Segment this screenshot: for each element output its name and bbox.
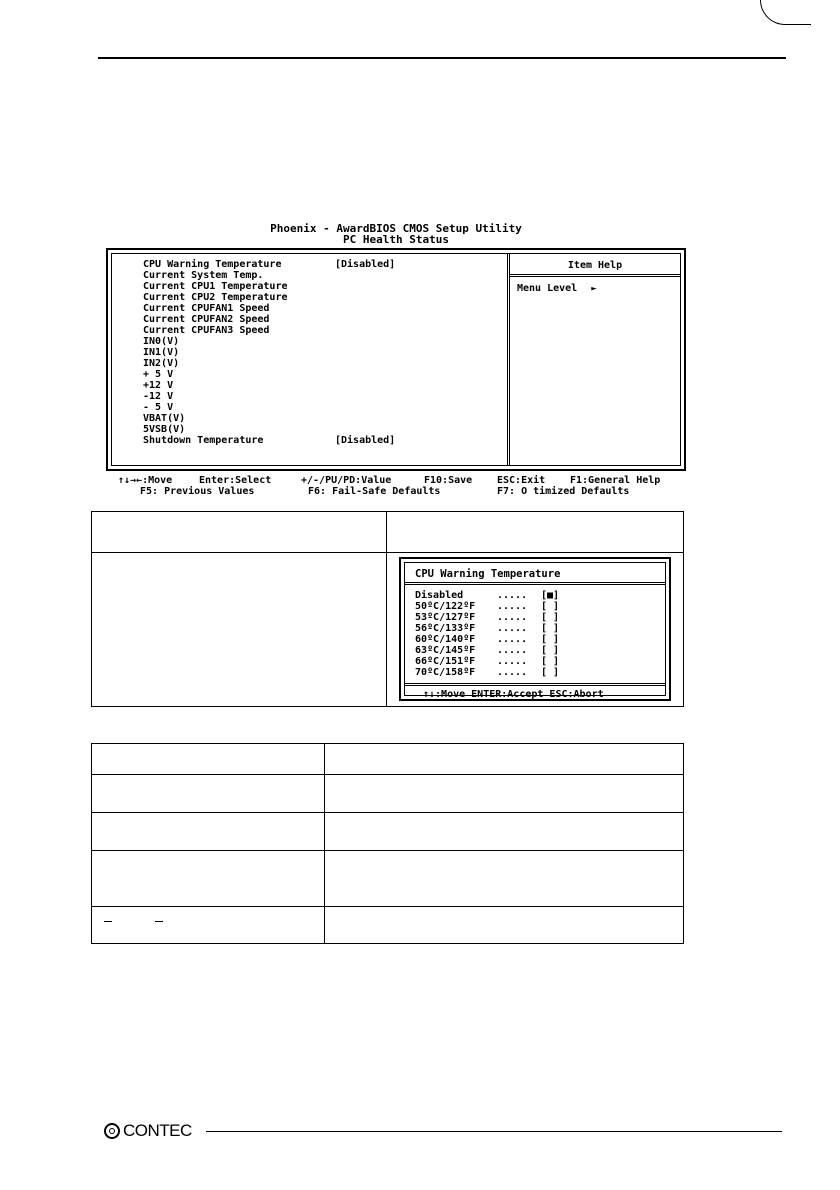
footer-move: ↑↓→←:Move <box>118 475 173 486</box>
footer-rule <box>206 1131 782 1132</box>
footer-value: +/-/PU/PD:Value <box>301 475 392 486</box>
popup-option-50c[interactable]: 50ºC/122ºF ..... [ ] <box>415 601 560 612</box>
bios-divider <box>507 254 510 465</box>
bios-item-minus5v[interactable]: - 5 V <box>143 402 174 413</box>
bios-title: Phoenix - AwardBIOS CMOS Setup Utility <box>270 222 522 235</box>
item-help-title: Item Help <box>567 260 623 271</box>
help-separator <box>510 274 680 277</box>
bios-subtitle: PC Health Status <box>343 233 449 246</box>
triangle-right-icon: ► <box>591 284 597 294</box>
bios-item-vbat[interactable]: VBAT(V) <box>143 413 186 424</box>
popup-footer-separator <box>405 683 665 686</box>
bios-item-plus5v[interactable]: + 5 V <box>143 369 174 380</box>
dash-mark <box>155 921 163 922</box>
bios-item-in1[interactable]: IN1(V) <box>143 347 180 358</box>
menu-level: Menu Level ► <box>517 283 597 294</box>
contec-logo-icon <box>104 1123 120 1139</box>
footer-save: F10:Save <box>424 475 473 486</box>
table-column-divider <box>386 512 387 706</box>
popup-inner-frame <box>404 562 666 700</box>
bios-item-system-temp[interactable]: Current System Temp. <box>143 270 264 281</box>
popup-title: CPU Warning Temperature <box>415 568 561 580</box>
popup-option-63c[interactable]: 63ºC/145ºF ..... [ ] <box>415 645 560 656</box>
bios-item-shutdown-temp[interactable]: Shutdown Temperature [Disabled] <box>143 435 396 446</box>
footer-exit: ESC:Exit <box>497 475 546 486</box>
table-row-divider <box>92 850 683 851</box>
description-table <box>91 743 684 944</box>
popup-option-disabled[interactable]: Disabled ..... [■] <box>415 590 560 601</box>
popup-title-separator <box>405 582 665 585</box>
bios-inner-frame <box>111 253 681 466</box>
page-corner-mark <box>760 0 811 25</box>
table-row-divider <box>92 774 683 775</box>
bios-item-list <box>143 259 473 446</box>
cpu-warning-temp-popup <box>399 557 671 701</box>
popup-option-list <box>415 590 565 678</box>
bios-item-cpu2-temp[interactable]: Current CPU2 Temperature <box>143 292 288 303</box>
footer-optimized-defaults: F7: O timized Defaults <box>497 486 630 497</box>
contec-logo <box>104 1120 192 1142</box>
popup-footer: ↑↓:Move ENTER:Accept ESC:Abort <box>423 689 604 700</box>
popup-option-60c[interactable]: 60ºC/140ºF ..... [ ] <box>415 634 560 645</box>
popup-option-56c[interactable]: 56ºC/133ºF ..... [ ] <box>415 623 560 634</box>
footer-general-help: F1:General Help <box>570 475 661 486</box>
bios-item-cpu-warning-temp[interactable]: CPU Warning Temperature [Disabled] <box>143 259 396 270</box>
bios-item-in0[interactable]: IN0(V) <box>143 336 180 347</box>
footer-failsafe-defaults: F6: Fail-Safe Defaults <box>308 486 441 497</box>
footer-previous-values: F5: Previous Values <box>140 486 255 497</box>
popup-option-70c[interactable]: 70ºC/158ºF ..... [ ] <box>415 667 560 678</box>
table-row-divider <box>92 552 683 553</box>
popup-option-66c[interactable]: 66ºC/151ºF ..... [ ] <box>415 656 560 667</box>
bios-item-in2[interactable]: IN2(V) <box>143 358 180 369</box>
bios-item-cpufan3-speed[interactable]: Current CPUFAN3 Speed <box>143 325 270 336</box>
contec-logo-text: CONTEC <box>123 1121 192 1140</box>
bios-item-cpufan2-speed[interactable]: Current CPUFAN2 Speed <box>143 314 270 325</box>
bios-item-5vsb[interactable]: 5VSB(V) <box>143 424 186 435</box>
footer-select: Enter:Select <box>199 475 272 486</box>
table-row-divider <box>92 906 683 907</box>
bios-item-minus12v[interactable]: -12 V <box>143 391 174 402</box>
header-rule <box>98 57 786 59</box>
bios-screen <box>106 248 686 471</box>
bios-item-cpu1-temp[interactable]: Current CPU1 Temperature <box>143 281 288 292</box>
popup-option-53c[interactable]: 53ºC/127ºF ..... [ ] <box>415 612 560 623</box>
bios-item-cpufan1-speed[interactable]: Current CPUFAN1 Speed <box>143 303 270 314</box>
bios-item-plus12v[interactable]: +12 V <box>143 380 174 391</box>
dash-mark <box>104 921 112 922</box>
table-row-divider <box>92 812 683 813</box>
